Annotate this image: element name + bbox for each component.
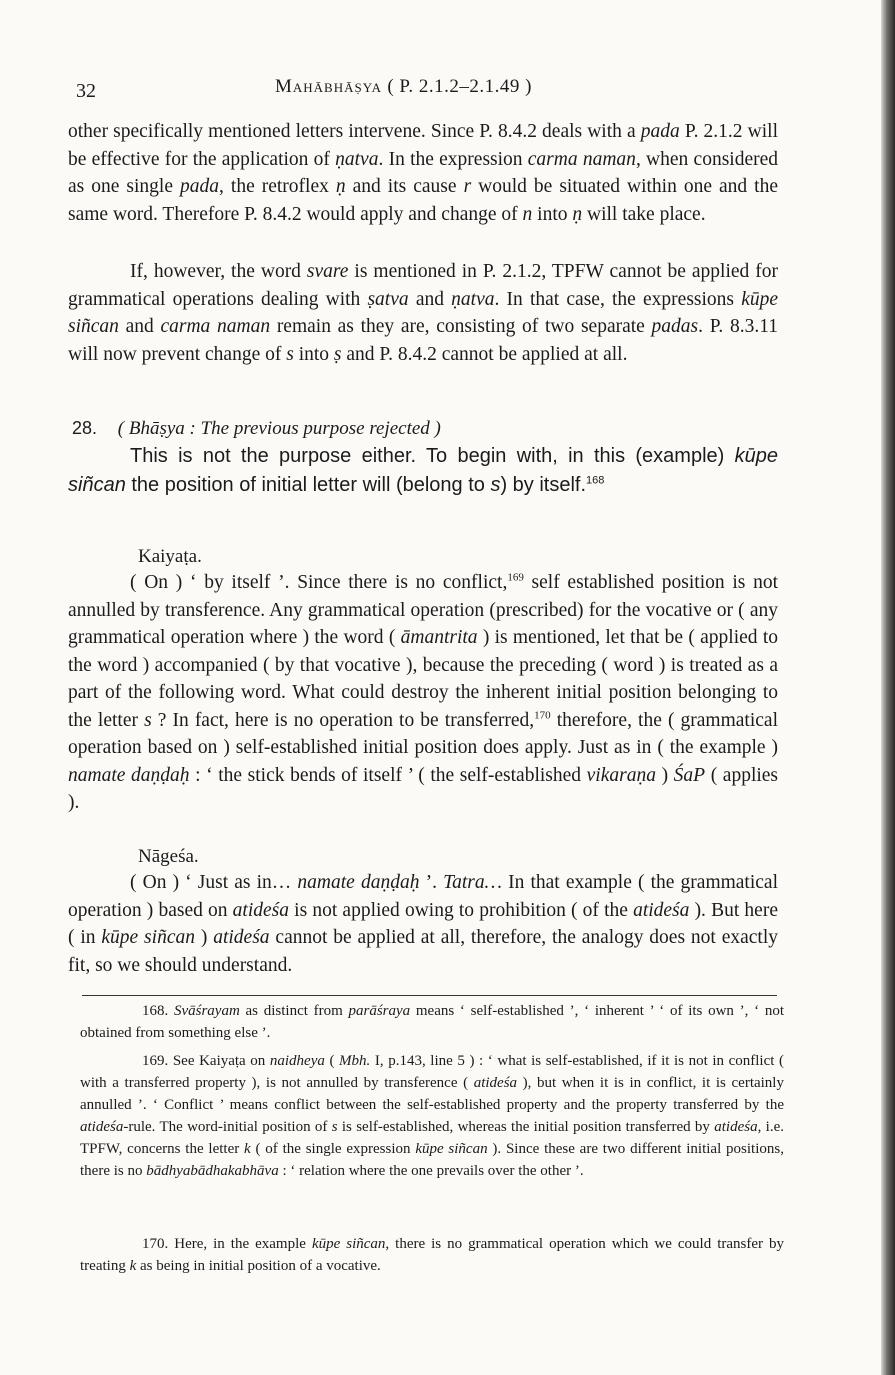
italic-term: ṇ (572, 203, 583, 225)
footnote-168 (80, 1000, 784, 1044)
footnote-169-text (80, 1050, 784, 1182)
paragraph-intro (68, 118, 778, 228)
italic-term: ṇ (335, 176, 346, 197)
nagesa-paragraph (68, 869, 778, 979)
text-run: , when considered as one single (68, 148, 778, 197)
italic-term: kūpe siñcan (311, 1236, 386, 1252)
italic-term: ŚaP (673, 764, 706, 786)
italic-term: Mbh. (339, 1053, 371, 1069)
text-run: therefore, the ( grammatical operation based on ) self-established initial position does apply. Just as in ( the example ) (68, 709, 778, 758)
italic-term: ṣ (333, 343, 342, 365)
footnote-rule (82, 995, 777, 996)
kaiyata-paragraph (68, 569, 778, 817)
text-run: , there is no grammatical operation which we could transfer by treating (80, 1236, 785, 1274)
italic-term: ṇatva (335, 148, 379, 170)
italic-term: s (286, 343, 294, 365)
text-run: is self-established, whereas the initial position transferred by (337, 1119, 715, 1135)
paragraph-however-text (68, 258, 778, 368)
footnote-ref: 168 (586, 474, 605, 487)
text-run: I, p.143, line 5 ) : ‘ what is self-established, if it is not in conflict ( with a transferred property ), is not annulled by transference ( (80, 1053, 784, 1091)
text-run: will take place. (582, 203, 706, 225)
text-run: ) is mentioned, let that be ( applied to the word ) accompanied ( by that vocative ), because the preceding ( word ) is treated as a part of the following word. What could destroy the inherent initial position belonging to the letter (68, 627, 778, 731)
text-run: self established position is not annulled by transference. Any grammatical operation (prescribed) for the vocative or ( any grammatical operation where ) the word ( (68, 572, 778, 648)
text-run: is not applied owing to prohibition ( of the (289, 899, 634, 921)
nagesa-label: Nāgeśa. (138, 846, 199, 867)
italic-term: Svāśrayam (173, 1003, 240, 1019)
italic-term: bādhyabādhakabhāva (146, 1163, 279, 1179)
italic-term: kūpe siñcan (68, 288, 778, 337)
italic-term: namate daṇḍaḥ (297, 872, 420, 893)
text-run: cannot be applied at all, therefore, the analogy does not exactly fit, so we should understand. (68, 927, 778, 976)
italic-term: atideśa (232, 899, 290, 921)
kaiyata-label: Kaiyaṭa. (138, 546, 202, 567)
text-run: ). Since these are two different initial positions, there is no (80, 1141, 784, 1179)
scanned-page-edge (881, 0, 895, 1375)
text-run: the position of initial letter will (belong to (125, 474, 491, 496)
italic-term: kūpe siñcan (68, 445, 778, 496)
text-run: and (408, 288, 452, 310)
text-run: ) by itself. (500, 474, 587, 496)
text-run: and P. 8.4.2 cannot be applied at all. (341, 343, 628, 365)
footnote-168-text (80, 1000, 784, 1044)
text-run: ) (194, 927, 214, 948)
bhasya-paragraph-text (68, 442, 778, 500)
italic-term: namate daṇḍaḥ (68, 764, 190, 786)
italic-term: k (129, 1258, 137, 1274)
text-run: ? In fact, here is no operation to be transferred, (151, 709, 535, 731)
italic-term: padas (651, 316, 699, 337)
italic-term: carma naman (160, 316, 271, 337)
text-run: ( On ) ‘ by itself ’. Since there is no conflict, (130, 572, 508, 593)
italic-term: atideśa (633, 899, 690, 921)
text-run: -rule. The word-initial position of (123, 1119, 332, 1135)
text-run: as being in initial position of a vocative. (136, 1258, 381, 1274)
text-run: ( (324, 1053, 340, 1069)
text-run: ’. (419, 872, 444, 893)
paragraph-intro-text (68, 118, 778, 228)
text-run: In that example ( the grammatical operation ) based on (68, 872, 778, 921)
text-run: . P. 8.3.11 will now prevent change of (68, 316, 778, 365)
italic-term: atideśa (213, 927, 270, 948)
kaiyata-paragraph-text (68, 569, 778, 817)
italic-term: n (522, 203, 533, 225)
italic-term: r (463, 176, 472, 197)
text-run: into (532, 203, 573, 225)
text-run: 169. See Kaiyaṭa on (142, 1053, 270, 1069)
italic-term: ṣatva (367, 288, 409, 310)
text-run: remain as they are, consisting of two separate (270, 316, 652, 337)
text-run: other specifically mentioned letters intervene. Since P. 8.4.2 deals with a (68, 121, 641, 142)
page-number: 32 (76, 80, 96, 102)
running-title: Mahābhāṣya (275, 76, 383, 97)
text-run: ( On ) ‘ Just as in… (130, 872, 298, 893)
text-run: is mentioned in P. 2.1.2, TPFW cannot be applied for grammatical operations dealing with (68, 261, 778, 310)
footnote-ref: 169 (507, 571, 524, 584)
italic-term: vikaraṇa (586, 764, 656, 786)
text-run: ) (655, 764, 674, 786)
text-run: and (118, 316, 161, 337)
paragraph-however (68, 258, 778, 368)
italic-term: naidheya (269, 1053, 325, 1069)
running-head (275, 76, 532, 98)
italic-term: ṇatva (451, 288, 495, 310)
text-run: P. 2.1.2 will be effective for the application of (68, 121, 778, 170)
italic-term: s (331, 1119, 338, 1135)
text-run: means ‘ self-established ’, ‘ inherent ’ ‘ of its own ’, ‘ not obtained from something else ’. (80, 1003, 784, 1041)
text-run: as distinct from (239, 1003, 349, 1019)
text-run: 170. Here, in the example (142, 1236, 312, 1252)
italic-term: Tatra… (443, 872, 502, 893)
section-number: 28. (72, 418, 98, 438)
text-run: If, however, the word (130, 261, 307, 282)
section-heading (72, 418, 441, 440)
italic-term: atideśa (714, 1119, 758, 1135)
italic-term: āmantrita (400, 627, 478, 648)
text-run: This is not the purpose either. To begin with, in this (example) (130, 445, 735, 467)
italic-term: s (490, 474, 501, 496)
text-run: ( applies ). (68, 764, 779, 813)
italic-term: kūpe siñcan (101, 927, 195, 948)
italic-term: parāśraya (348, 1003, 411, 1019)
running-range: ( P. 2.1.2–2.1.49 ) (387, 76, 532, 97)
text-run: ), but when it is in conflict, it is certainly annulled ’. ‘ Conflict ’ means conflict between the self-established property and the property transferred by the (80, 1075, 784, 1113)
footnote-169 (80, 1050, 784, 1182)
italic-term: k (244, 1141, 251, 1157)
text-run: ( of the single expression (250, 1141, 416, 1157)
text-run: into (293, 343, 334, 365)
text-run: , the retroflex (219, 176, 336, 197)
italic-term: carma naman (527, 148, 636, 170)
text-run: . In that case, the expressions (494, 288, 742, 310)
text-run: : ‘ the stick bends of itself ’ ( the self-established (189, 764, 587, 786)
italic-term: s (144, 709, 152, 731)
italic-term: atideśa (473, 1075, 518, 1091)
text-run: . In the expression (378, 148, 528, 170)
text-run: : ‘ relation where the one prevails over the other ’. (278, 1163, 584, 1179)
text-run: 168. (142, 1003, 174, 1019)
text-run: ). But here ( in (68, 899, 778, 948)
italic-term: atideśa (80, 1119, 124, 1135)
bhasya-paragraph (68, 442, 778, 500)
italic-term: kūpe siñcan (415, 1141, 488, 1157)
italic-term: pada (640, 121, 680, 142)
footnote-170-text (80, 1233, 784, 1277)
italic-term: pada (180, 176, 220, 197)
nagesa-paragraph-text (68, 869, 778, 979)
text-run: would be situated within one and the same word. Therefore P. 8.4.2 would apply and change of (68, 176, 779, 225)
italic-term: svare (306, 261, 349, 282)
footnote-170 (80, 1233, 784, 1277)
footnote-ref: 170 (534, 709, 551, 721)
text-run: and its cause (345, 176, 464, 197)
text-run: , i.e. TPFW, concerns the letter (80, 1119, 784, 1157)
section-title: ( Bhāṣya : The previous purpose rejected ) (117, 418, 441, 439)
